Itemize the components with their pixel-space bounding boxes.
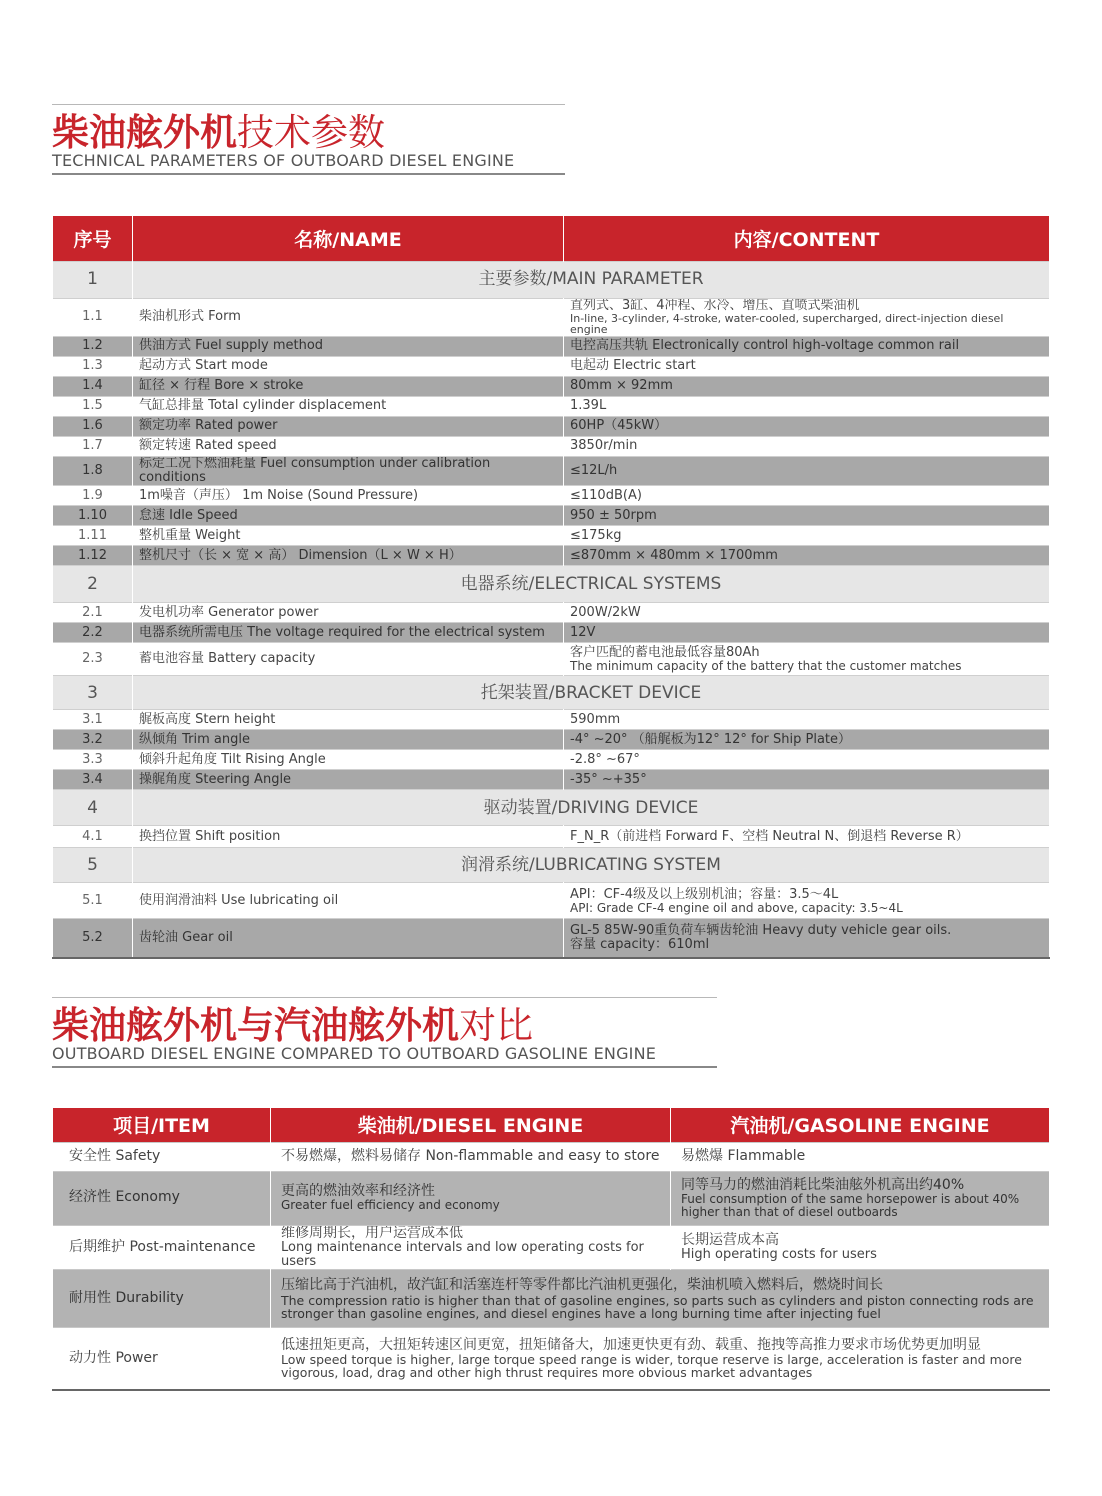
table-row <box>53 526 1050 546</box>
param-name: 起动方式 Start mode <box>133 356 564 376</box>
section-row <box>53 790 1050 826</box>
table-row <box>53 826 1050 848</box>
header-item: 项目/ITEM <box>53 1108 271 1142</box>
comparison-table <box>52 1108 1050 1391</box>
row-number: 1.1 <box>53 298 133 336</box>
param-name: 标定工况下燃油耗量 Fuel consumption under calibration conditions <box>133 456 564 486</box>
row-number: 3.1 <box>53 710 133 730</box>
row-number: 1.11 <box>53 526 133 546</box>
diesel-cell <box>271 1142 671 1171</box>
heading-rule-top <box>52 997 717 998</box>
param-value: ≤870mm × 480mm × 1700mm <box>564 546 1050 566</box>
row-number: 1.2 <box>53 336 133 356</box>
item-label: 经济性 Economy <box>53 1171 271 1225</box>
param-value: 60HP（45kW） <box>564 416 1050 436</box>
param-value-en: The minimum capacity of the battery that the customer matches <box>570 659 962 674</box>
section-row <box>53 566 1050 603</box>
param-value: ≤175kg <box>564 526 1050 546</box>
row-number: 2.3 <box>53 643 133 676</box>
param-name: 供油方式 Fuel supply method <box>133 336 564 356</box>
table-row <box>53 336 1050 356</box>
table-row <box>53 730 1050 750</box>
row-number: 3.2 <box>53 730 133 750</box>
row-number: 2.1 <box>53 603 133 623</box>
param-name: 额定转速 Rated speed <box>133 436 564 456</box>
param-value: 200W/2kW <box>564 603 1050 623</box>
row-number: 1.10 <box>53 506 133 526</box>
section-title <box>52 1003 533 1049</box>
param-value: -2.8° ~67° <box>564 750 1050 770</box>
gasoline-cell <box>671 1171 1050 1225</box>
section-row <box>53 848 1050 883</box>
header-name: 名称/NAME <box>133 216 564 261</box>
description-text: 压缩比高于汽油机，故汽缸和活塞连杆等零件都比汽油机更强化，柴油机喷入燃料后，燃烧时间长 <box>281 1277 883 1294</box>
table-header-row <box>53 1108 1050 1142</box>
param-name: 气缸总排量 Total cylinder displacement <box>133 396 564 416</box>
diesel-cell <box>271 1171 671 1225</box>
param-name: 缸径 × 行程 Bore × stroke <box>133 376 564 396</box>
row-number: 4 <box>53 790 133 826</box>
table-row <box>53 356 1050 376</box>
param-value-capacity: 容量 capacity：610ml <box>570 937 710 953</box>
param-value: ≤110dB(A) <box>564 486 1050 506</box>
table-row <box>53 506 1050 526</box>
row-number: 2.2 <box>53 623 133 643</box>
table-row <box>53 1142 1050 1171</box>
param-value-main: 客户匹配的蓄电池最低容量80Ah <box>570 645 760 661</box>
param-value: 80mm × 92mm <box>564 376 1050 396</box>
gasoline-text-en: Fuel consumption of the same horsepower is about 40% higher than that of diesel outboards <box>681 1192 1020 1219</box>
diesel-text-en: Greater fuel efficiency and economy <box>281 1198 500 1213</box>
table-row <box>53 486 1050 506</box>
param-value: 3850r/min <box>564 436 1050 456</box>
table-row <box>53 643 1050 676</box>
row-number: 2 <box>53 566 133 603</box>
param-value: -4° ~20° （船艉板为12° 12° for Ship Plate） <box>564 730 1050 750</box>
table-row <box>53 436 1050 456</box>
row-number: 1.7 <box>53 436 133 456</box>
row-number: 3.4 <box>53 770 133 790</box>
row-number: 1.6 <box>53 416 133 436</box>
param-value <box>564 883 1050 919</box>
param-value-en: API: Grade CF-4 engine oil and above, capacity: 3.5~4L <box>570 900 903 915</box>
param-name: 整机尺寸（长 × 宽 × 高） Dimension（L × W × H） <box>133 546 564 566</box>
table-row <box>53 919 1050 958</box>
row-number: 3.3 <box>53 750 133 770</box>
table-row <box>53 546 1050 566</box>
section-title-light: 对比 <box>459 1004 533 1047</box>
item-label: 动力性 Power <box>53 1328 271 1390</box>
param-name: 使用润滑油料 Use lubricating oil <box>133 883 564 919</box>
param-value: 12V <box>564 623 1050 643</box>
table-row <box>53 623 1050 643</box>
row-number: 4.1 <box>53 826 133 848</box>
gasoline-cell <box>671 1142 1050 1171</box>
table-row <box>53 396 1050 416</box>
description-text-en: Low speed torque is higher, large torque speed range is wider, torque reserve is large, acceleration is faster and more vigorous, load, drag and other high thrust requires more obvious market advantages <box>281 1352 1022 1381</box>
param-name: 1m噪音（声压） 1m Noise (Sound Pressure) <box>133 486 564 506</box>
section-title-cell: 润滑系统/LUBRICATING SYSTEM <box>133 848 1050 883</box>
gasoline-text-en: High operating costs for users <box>681 1247 877 1263</box>
section-row <box>53 261 1050 298</box>
diesel-cell <box>271 1225 671 1270</box>
table-row <box>53 1171 1050 1225</box>
param-name: 齿轮油 Gear oil <box>133 919 564 958</box>
section-subtitle: OUTBOARD DIESEL ENGINE COMPARED TO OUTBOARD GASOLINE ENGINE <box>52 1044 657 1063</box>
param-name: 换挡位置 Shift position <box>133 826 564 848</box>
heading-rule-bottom <box>52 1066 717 1068</box>
param-value <box>564 643 1050 676</box>
param-value: F_N_R（前进档 Forward F、空档 Neutral N、倒退档 Reverse R） <box>564 826 1050 848</box>
table-row <box>53 298 1050 336</box>
table-row <box>53 416 1050 436</box>
row-number: 5.2 <box>53 919 133 958</box>
row-number: 3 <box>53 676 133 710</box>
row-number: 1.9 <box>53 486 133 506</box>
row-number: 5 <box>53 848 133 883</box>
row-number: 1 <box>53 261 133 298</box>
spec-table <box>52 216 1050 959</box>
item-label: 耐用性 Durability <box>53 1270 271 1328</box>
section-title-light: 技术参数 <box>237 111 385 154</box>
param-value: 590mm <box>564 710 1050 730</box>
section-title-cell: 主要参数/MAIN PARAMETER <box>133 261 1050 298</box>
gasoline-text: 长期运营成本高 <box>681 1231 779 1248</box>
param-name: 整机重量 Weight <box>133 526 564 546</box>
row-number: 1.4 <box>53 376 133 396</box>
table-row <box>53 883 1050 919</box>
table-row <box>53 770 1050 790</box>
table-row <box>53 1225 1050 1270</box>
table-header-row <box>53 216 1050 261</box>
table-row <box>53 1270 1050 1328</box>
param-value: -35° ~+35° <box>564 770 1050 790</box>
param-value: 950 ± 50rpm <box>564 506 1050 526</box>
heading-rule-bottom <box>52 173 565 175</box>
param-name: 发电机功率 Generator power <box>133 603 564 623</box>
param-name: 艉板高度 Stern height <box>133 710 564 730</box>
table-row <box>53 710 1050 730</box>
param-name: 怠速 Idle Speed <box>133 506 564 526</box>
section-title-cell: 电器系统/ELECTRICAL SYSTEMS <box>133 566 1050 603</box>
param-name: 倾斜升起角度 Tilt Rising Angle <box>133 750 564 770</box>
param-value: ≤12L/h <box>564 456 1050 486</box>
gasoline-text: 易燃爆 Flammable <box>681 1147 806 1164</box>
row-number: 1.5 <box>53 396 133 416</box>
description-cell <box>271 1328 1050 1390</box>
description-text-en: The compression ratio is higher than that of gasoline engines, so parts such as cylinders and piston connecting rods are stronger than gasoline engines, and diesel engines have a long burning time after injecting fuel <box>281 1292 1034 1321</box>
header-seq: 序号 <box>53 216 133 261</box>
table-row <box>53 603 1050 623</box>
gasoline-text: 同等马力的燃油消耗比柴油舷外机高出约40% <box>681 1176 965 1193</box>
diesel-text: 更高的燃油效率和经济性 <box>281 1183 435 1199</box>
section-row <box>53 676 1050 710</box>
section-title-cell: 托架装置/BRACKET DEVICE <box>133 676 1050 710</box>
gasoline-cell <box>671 1225 1050 1270</box>
param-value: 1.39L <box>564 396 1050 416</box>
table-row <box>53 376 1050 396</box>
section-title-bold: 柴油舷外机与汽油舷外机 <box>52 1004 459 1047</box>
table-row <box>53 456 1050 486</box>
param-value <box>564 298 1050 336</box>
heading-rule-top <box>52 104 565 105</box>
param-name: 蓄电池容量 Battery capacity <box>133 643 564 676</box>
param-name: 操艉角度 Steering Angle <box>133 770 564 790</box>
param-value-en: In-line, 3-cylinder, 4-stroke, water-cooled, supercharged, direct-injection diesel engine <box>570 311 1004 337</box>
row-number: 1.12 <box>53 546 133 566</box>
diesel-text: 不易燃爆，燃料易储存 Non-flammable and easy to store <box>281 1147 660 1164</box>
param-value-main: 直列式、3缸、4冲程、水冷、增压、直喷式柴油机 <box>570 298 860 313</box>
param-name: 柴油机形式 Form <box>133 298 564 336</box>
param-value: 电起动 Electric start <box>564 356 1050 376</box>
header-diesel: 柴油机/DIESEL ENGINE <box>271 1108 671 1142</box>
description-text: 低速扭矩更高，大扭矩转速区间更宽，扭矩储备大，加速更快更有劲、载重、拖拽等高推力要求市场优势更加明显 <box>281 1336 981 1353</box>
param-value: 电控高压共轨 Electronically control high-voltage common rail <box>564 336 1050 356</box>
diesel-text: 维修周期长，用户运营成本低 <box>281 1225 463 1241</box>
section-subtitle: TECHNICAL PARAMETERS OF OUTBOARD DIESEL ENGINE <box>52 151 515 170</box>
table-row <box>53 1328 1050 1390</box>
param-value-main: GL-5 85W-90重负荷车辆齿轮油 Heavy duty vehicle gear oils. <box>570 922 952 938</box>
param-name: 额定功率 Rated power <box>133 416 564 436</box>
row-number: 5.1 <box>53 883 133 919</box>
param-name: 纵倾角 Trim angle <box>133 730 564 750</box>
param-value <box>564 919 1050 958</box>
section-title-bold: 柴油舷外机 <box>52 111 237 154</box>
header-gasoline: 汽油机/GASOLINE ENGINE <box>671 1108 1050 1142</box>
item-label: 安全性 Safety <box>53 1142 271 1171</box>
row-number: 1.3 <box>53 356 133 376</box>
item-label: 后期维护 Post-maintenance <box>53 1225 271 1270</box>
header-content: 内容/CONTENT <box>564 216 1050 261</box>
param-value-main: API：CF-4级及以上级别机油；容量：3.5～4L <box>570 886 839 902</box>
param-name: 电器系统所需电压 The voltage required for the electrical system <box>133 623 564 643</box>
description-cell <box>271 1270 1050 1328</box>
section-title-cell: 驱动装置/DRIVING DEVICE <box>133 790 1050 826</box>
row-number: 1.8 <box>53 456 133 486</box>
table-row <box>53 750 1050 770</box>
diesel-text-en: Long maintenance intervals and low operating costs for users <box>281 1239 644 1270</box>
section-title <box>52 110 385 156</box>
